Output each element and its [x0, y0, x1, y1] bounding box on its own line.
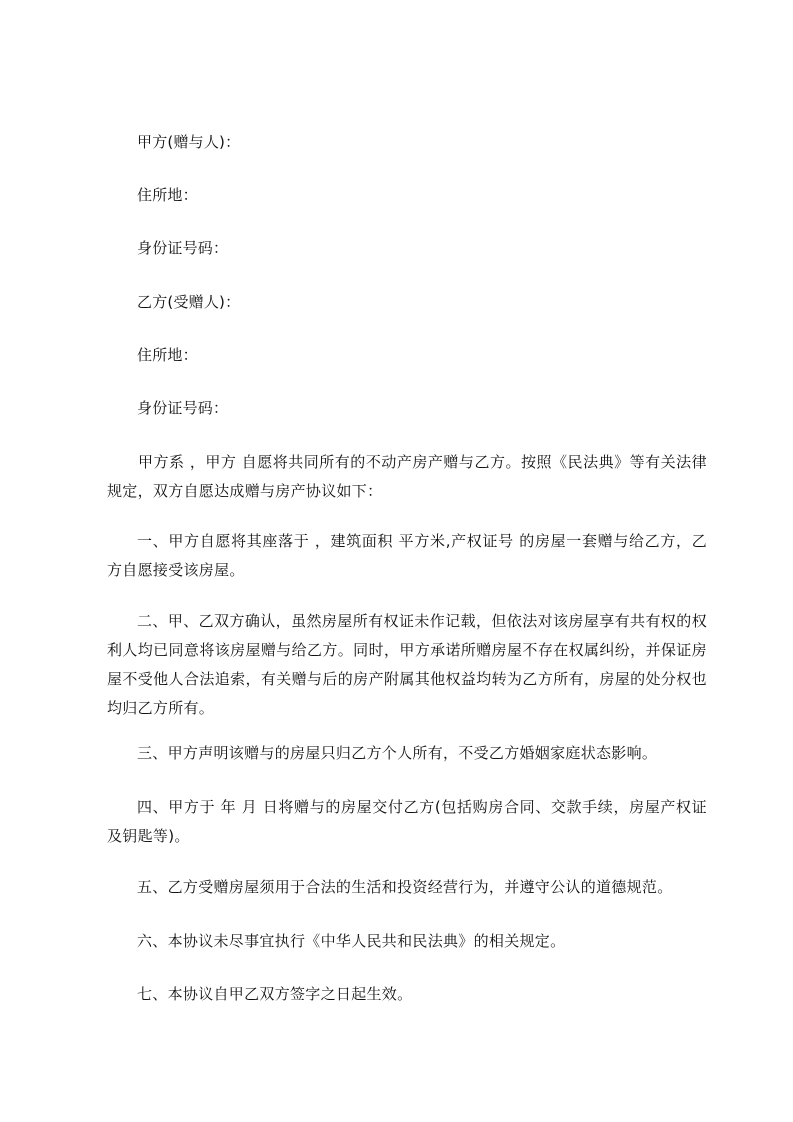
party-b-id-label: 身份证号码： [137, 399, 229, 417]
clause-7: 七、本协议自甲乙双方签字之日起生效。 [137, 985, 413, 1003]
clause-1: 一、甲方自愿将其座落于 ，建筑面积 平方米,产权证号 的房屋一套赠与给乙方，乙方自愿接受该房屋。 [107, 532, 707, 579]
party-a-address-label: 住所地： [137, 186, 198, 204]
party-a-id-label: 身份证号码： [137, 239, 229, 257]
clause-4: 四、甲方于 年 月 日将赠与的房屋交付乙方(包括购房合同、交款手续，房屋产权证及钥匙等)。 [107, 798, 707, 845]
clause-2: 二、甲、乙双方确认，虽然房屋所有权证未作记载，但依法对该房屋享有共有权的权利人均已同意将该房屋赠与给乙方。同时，甲方承诺所赠房屋不存在权属纠纷，并保证房屋不受他人合法追索，有关赠与后的房产附属其他权益均转为乙方所有，房屋的处分权也均归乙方所有。 [107, 612, 707, 717]
party-a-label: 甲方(赠与人)： [137, 133, 241, 151]
clause-5: 五、乙方受赠房屋须用于合法的生活和投资经营行为，并遵守公认的道德规范。 [137, 878, 673, 896]
intro-paragraph: 甲方系 ，甲方 自愿将共同所有的不动产房产赠与乙方。按照《民法典》等有关法律规定，双方自愿达成赠与房产协议如下： [107, 453, 707, 500]
party-b-address-label: 住所地： [137, 346, 198, 364]
clause-3: 三、甲方声明该赠与的房屋只归乙方个人所有，不受乙方婚姻家庭状态影响。 [137, 744, 658, 762]
clause-6: 六、本协议未尽事宜执行《中华人民共和民法典》的相关规定。 [137, 932, 566, 950]
party-b-label: 乙方(受赠人)： [137, 293, 241, 311]
